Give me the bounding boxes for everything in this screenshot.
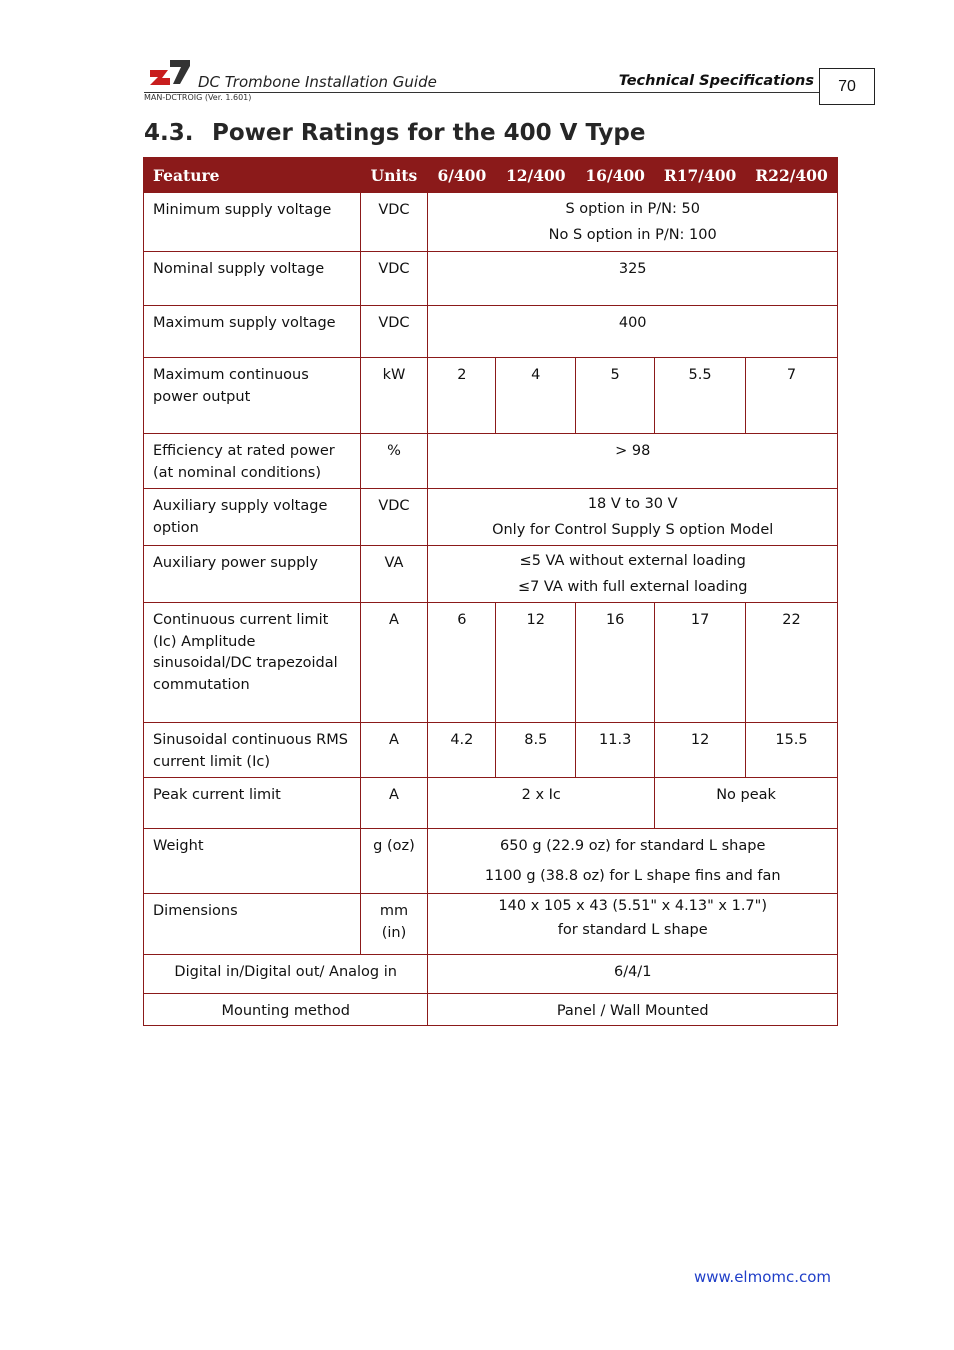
table-row: [144, 489, 838, 546]
value-cell: 2 x Ic: [428, 778, 655, 829]
value-cell: 400: [428, 306, 838, 358]
units-cell: kW: [360, 358, 428, 434]
table-row: [144, 546, 838, 603]
table-row: [144, 894, 838, 955]
value-cell: 5.5: [655, 358, 746, 434]
units-cell: mm (in): [360, 894, 428, 955]
feature-cell: Maximum continuous power output: [144, 358, 361, 434]
feature-cell: Digital in/Digital out/ Analog in: [144, 955, 428, 994]
value-cell: > 98: [428, 434, 838, 489]
value-cell: 8.5: [496, 723, 576, 778]
units-cell: A: [360, 603, 428, 723]
value-cell: Panel / Wall Mounted: [428, 994, 838, 1026]
value-cell: 650 g (22.9 oz) for standard L shape 1100 g (38.8 oz) for L shape fins and fan: [428, 829, 838, 894]
document-title: DC Trombone Installation Guide: [198, 73, 437, 91]
value-cell: 18 V to 30 V Only for Control Supply S option Model: [428, 489, 838, 546]
document-version: MAN-DCTROIG (Ver. 1.601): [144, 93, 252, 102]
table-row: [144, 723, 838, 778]
power-ratings-table: [143, 157, 838, 1026]
value-cell: 12: [496, 603, 576, 723]
value-cell: No peak: [655, 778, 838, 829]
table-row: [144, 603, 838, 723]
value-cell: 17: [655, 603, 746, 723]
table-row: [144, 955, 838, 994]
units-cell: g (oz): [360, 829, 428, 894]
table-row: [144, 306, 838, 358]
feature-cell: Minimum supply voltage: [144, 193, 361, 252]
value-cell: 4: [496, 358, 576, 434]
value-cell: 5: [576, 358, 655, 434]
value-cell: 325: [428, 252, 838, 306]
header-feature: Feature: [144, 158, 361, 193]
value-cell: 4.2: [428, 723, 496, 778]
elmo-logo-icon: [148, 58, 190, 86]
value-cell: ≤5 VA without external loading ≤7 VA with full external loading: [428, 546, 838, 603]
units-cell: VDC: [360, 193, 428, 252]
feature-cell: Auxiliary power supply: [144, 546, 361, 603]
section-heading: [144, 120, 645, 146]
units-cell: VDC: [360, 252, 428, 306]
header-model-16-400: 16/400: [576, 158, 655, 193]
value-cell: 140 x 105 x 43 (5.51" x 4.13" x 1.7") for standard L shape: [428, 894, 838, 955]
section-number: 4.3.: [144, 120, 194, 146]
value-cell: 6/4/1: [428, 955, 838, 994]
value-cell: 12: [655, 723, 746, 778]
table-header-row: [144, 158, 838, 193]
header-model-12-400: 12/400: [496, 158, 576, 193]
feature-cell: Efficiency at rated power (at nominal conditions): [144, 434, 361, 489]
value-cell: S option in P/N: 50 No S option in P/N: 100: [428, 193, 838, 252]
feature-cell: Maximum supply voltage: [144, 306, 361, 358]
units-cell: A: [360, 778, 428, 829]
value-cell: 7: [746, 358, 838, 434]
feature-cell: Continuous current limit (Ic) Amplitude sinusoidal/DC trapezoidal commutation: [144, 603, 361, 723]
feature-cell: Mounting method: [144, 994, 428, 1026]
units-cell: A: [360, 723, 428, 778]
value-cell: 2: [428, 358, 496, 434]
table-row: [144, 252, 838, 306]
section-title: Power Ratings for the 400 V Type: [212, 120, 646, 146]
header-model-r17-400: R17/400: [655, 158, 746, 193]
page-number: 70: [819, 68, 875, 105]
table-row: [144, 994, 838, 1026]
table-row: [144, 434, 838, 489]
units-cell: %: [360, 434, 428, 489]
table-row: [144, 829, 838, 894]
value-cell: 11.3: [576, 723, 655, 778]
feature-cell: Weight: [144, 829, 361, 894]
header-model-r22-400: R22/400: [746, 158, 838, 193]
value-cell: 6: [428, 603, 496, 723]
feature-cell: Sinusoidal continuous RMS current limit (Ic): [144, 723, 361, 778]
feature-cell: Auxiliary supply voltage option: [144, 489, 361, 546]
feature-cell: Dimensions: [144, 894, 361, 955]
website-link[interactable]: www.elmomc.com: [694, 1268, 832, 1286]
table-row: [144, 193, 838, 252]
value-cell: 22: [746, 603, 838, 723]
table-row: [144, 778, 838, 829]
value-cell: 15.5: [746, 723, 838, 778]
value-cell: 16: [576, 603, 655, 723]
table-row: [144, 358, 838, 434]
header-model-6-400: 6/400: [428, 158, 496, 193]
units-cell: VDC: [360, 489, 428, 546]
header-section-name: Technical Specifications: [618, 73, 814, 89]
units-cell: VDC: [360, 306, 428, 358]
units-cell: VA: [360, 546, 428, 603]
feature-cell: Peak current limit: [144, 778, 361, 829]
feature-cell: Nominal supply voltage: [144, 252, 361, 306]
header-units: Units: [360, 158, 428, 193]
